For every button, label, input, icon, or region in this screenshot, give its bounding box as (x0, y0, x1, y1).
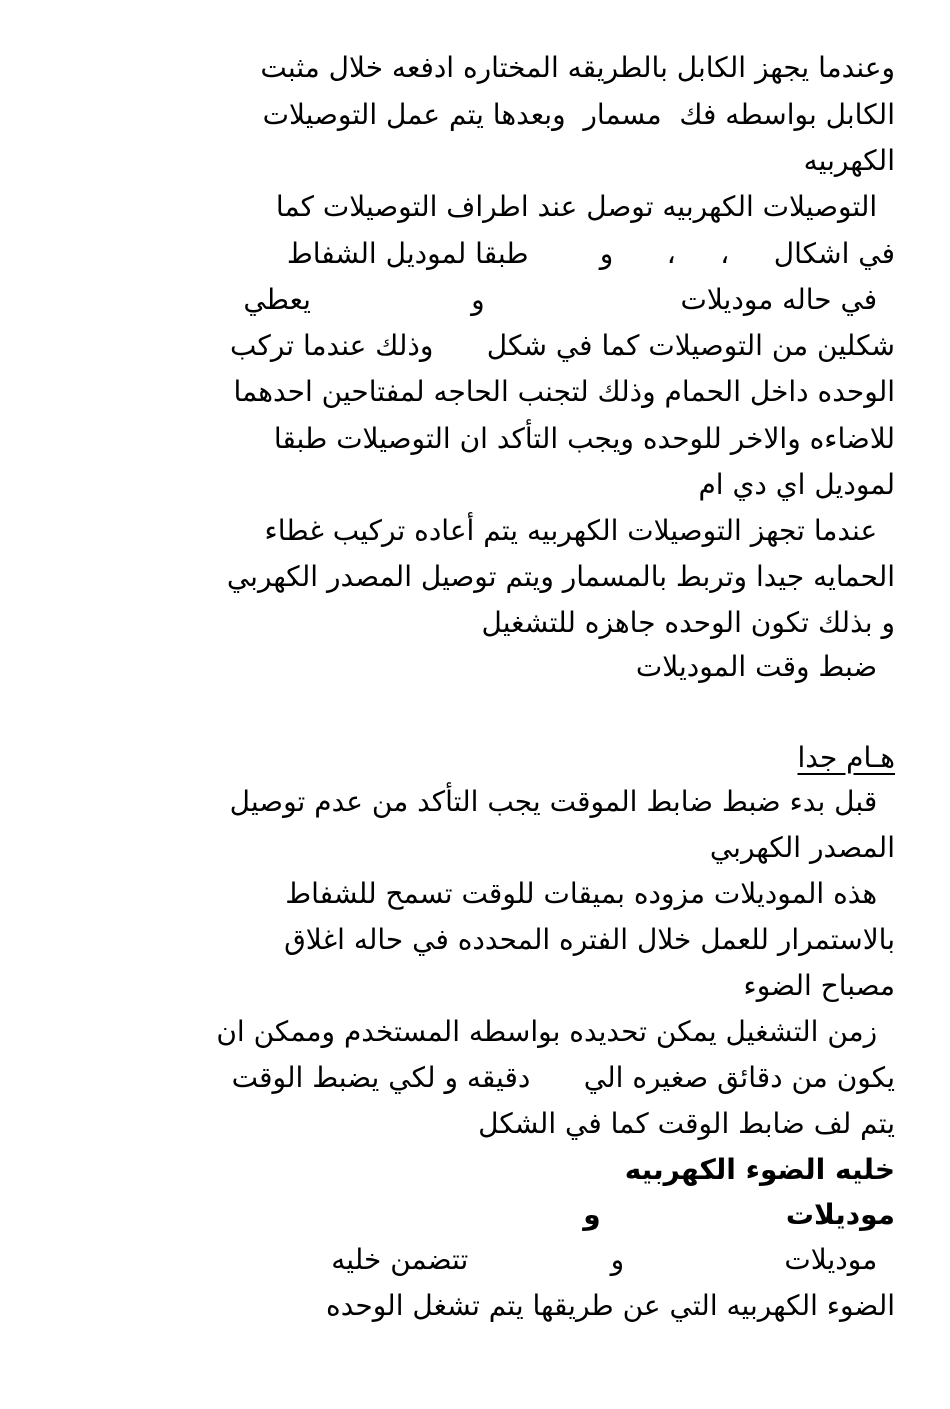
text-line: التوصيلات الكهربيه توصل عند اطراف التوصيلات كما (275, 190, 895, 223)
text-line: شكلين من التوصيلات كما في شكل وذلك عندما تركب (230, 329, 895, 362)
text-line: قبل بدء ضبط ضابط الموقت يجب التأكد من عدم توصيل (229, 785, 895, 818)
text-line: للاضاءه والاخر للوحده ويجب التأكد ان التوصيلات طبقا (273, 422, 895, 455)
section-heading: ضبط وقت الموديلات (635, 650, 895, 683)
text-line: وعندما يجهز الكابل بالطريقه المختاره ادفعه خلال مثبت (260, 51, 895, 84)
text-line: لموديل اي دي ام (698, 468, 895, 501)
text-line: المصدر الكهربي (709, 831, 895, 864)
text-line: موديلات و تتضمن خليه (331, 1243, 895, 1276)
text-line: الكابل بواسطه فك مسمار وبعدها يتم عمل التوصيلات (262, 98, 895, 131)
text-line: عندما تجهز التوصيلات الكهربيه يتم أعاده تركيب غطاء (264, 514, 895, 547)
bold-heading: موديلات و (583, 1198, 895, 1231)
text-line: الضوء الكهربيه التي عن طريقها يتم تشغل الوحده (326, 1289, 895, 1322)
text-line: و بذلك تكون الوحده جاهزه للتشغيل (481, 606, 895, 639)
text-line: في حاله موديلات و يعطي (243, 283, 895, 316)
important-heading: هـام جدا (797, 741, 895, 774)
text-line: زمن التشغيل يمكن تحديده بواسطه المستخدم وممكن ان (216, 1015, 895, 1048)
bold-heading: خليه الضوء الكهربيه (624, 1153, 895, 1186)
text-line: يكون من دقائق صغيره الي دقيقه و لكي يضبط الوقت (231, 1061, 895, 1094)
text-line: مصباح الضوء (743, 969, 895, 1002)
text-line: الحمايه جيدا وتربط بالمسمار ويتم توصيل المصدر الكهربي (226, 560, 895, 593)
text-line: الكهربيه (803, 144, 895, 177)
text-line: بالاستمرار للعمل خلال الفتره المحدده في حاله اغلاق (284, 923, 895, 956)
text-line: الوحده داخل الحمام وذلك لتجنب الحاجه لمفتاحين احدهما (233, 375, 895, 408)
text-line: هذه الموديلات مزوده بميقات للوقت تسمح للشفاط (285, 877, 895, 910)
text-line: يتم لف ضابط الوقت كما في الشكل (478, 1107, 895, 1140)
text-line: في اشكال ، ، و طبقا لموديل الشفاط (286, 237, 895, 270)
